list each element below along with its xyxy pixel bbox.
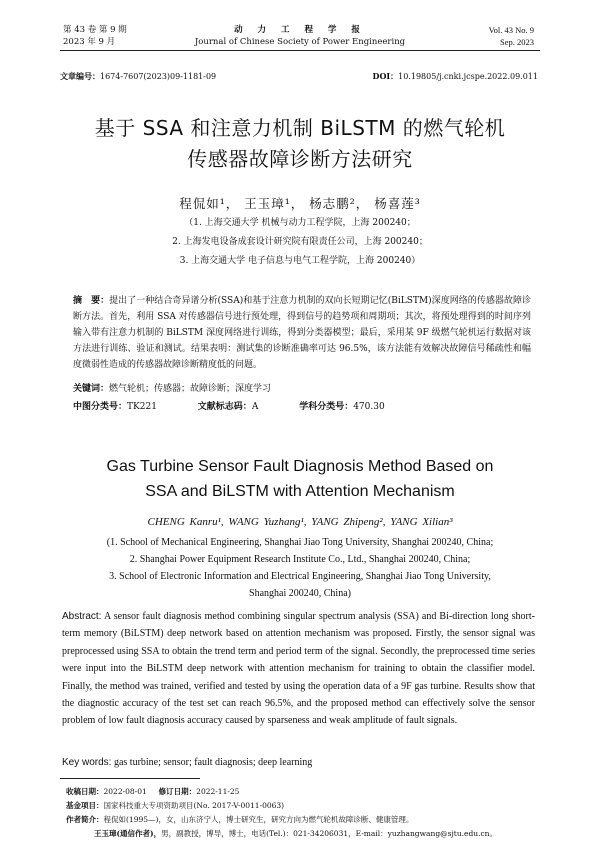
article-id-label: 文章编号： bbox=[60, 71, 100, 81]
authors-zh: 程侃如¹， 王玉璋¹， 杨志鹏²， 杨喜莲³ bbox=[179, 196, 421, 211]
bio-value: 程侃如(1995—)，女，山东济宁人，博士研究生，研究方向为燃气轮机故障诊断、健康管理。 bbox=[103, 815, 414, 824]
title-zh bbox=[60, 113, 540, 175]
affiliation-zh-1: （1. 上海交通大学 机械与动力工程学院，上海 200240； bbox=[184, 218, 416, 228]
affiliation-zh-2: 2. 上海发电设备成套设计研究院有限责任公司，上海 200240； bbox=[172, 237, 428, 247]
journal-name-en: Journal of Chinese Society of Power Engineering bbox=[194, 37, 406, 47]
keywords-zh-label: 关键词： bbox=[73, 384, 110, 394]
keywords-en-label: Key words: bbox=[62, 757, 112, 768]
subject-code-value: 470.30 bbox=[353, 402, 385, 412]
abstract-zh-text: 提出了一种结合奇异谱分析(SSA)和基于注意力机制的双向长短期记忆(BiLSTM)深度网络的传感器故障诊断方法。首先，利用 SSA 对传感器信号进行预处理，得到信号的趋势项和周期项；其次，将预处理得到的时间序列输入带有注意力机制的 BiLSTM 深度网络进行训练，得到分类器模型；最后，采用某 9F 级燃气轮机运行数据对该方法进行训练、验证和测试。结果表明：测试集的诊断准确率可达 96.5%，该方法能有效解决故障信号稀疏性和幅度微弱性造成的传感器故障诊断精度低的问题。 bbox=[73, 296, 531, 370]
header-volume-en: Vol. 43 No. 9 bbox=[488, 25, 534, 35]
clc-value: TK221 bbox=[127, 402, 157, 412]
footnote-divider bbox=[60, 778, 200, 779]
abstract-en bbox=[62, 608, 535, 730]
doi-label: DOI： bbox=[372, 71, 399, 81]
affiliation-en-1: (1. School of Mechanical Engineering, Shanghai Jiao Tong University, Shanghai 200240, China; bbox=[106, 537, 494, 548]
keywords-zh-text: 燃气轮机；传感器；故障诊断；深度学习 bbox=[109, 384, 272, 394]
title-zh-line-1: 基于 SSA 和注意力机制 BiLSTM 的燃气轮机 bbox=[94, 116, 506, 140]
affiliations-zh bbox=[60, 214, 540, 271]
footnote-dates bbox=[66, 785, 541, 799]
title-zh-line-2: 传感器故障诊断方法研究 bbox=[187, 147, 413, 171]
header-volume-info bbox=[63, 24, 127, 48]
received-label: 收稿日期： bbox=[66, 787, 104, 796]
corresponding-value: 男，副教授，博导，博士，电话(Tel.)：021-34206031，E-mail：yuzhangwang@sjtu.edu.cn。 bbox=[161, 829, 498, 838]
header-journal bbox=[170, 24, 430, 48]
abstract-zh bbox=[73, 293, 531, 373]
header-volume: 第 43 卷 第 9 期 bbox=[63, 25, 127, 35]
clc-number bbox=[73, 402, 157, 412]
article-id-value: 1674-7607(2023)09-1181-09 bbox=[100, 72, 217, 81]
header-date: 2023 年 9 月 bbox=[63, 37, 116, 47]
abstract-en-text: A sensor fault diagnosis method combining singular spectrum analysis (SSA) and Bi-direction long short-term memory (BiLSTM) deep network based on attention mechanism was proposed. Firstly, the sensor signal was preprocessed using SSA to obtain the trend term and period term of the signal. Secondly, the preprocessed time series were input into the BiLSTM deep network with attention mechanism for training to obtain the classifier model. Finally, the method was trained, verified and tested by using the operation data of a 9F gas turbine. Results show that the diagnostic accuracy of the test set can reach 96.5%, and the proposed method can effectively solve the sensor problem of low fault diagnosis accuracy caused by sparseness and weak amplitude of fault signals. bbox=[62, 611, 535, 727]
header-date-en: Sep. 2023 bbox=[500, 37, 534, 47]
bio-label: 作者简介： bbox=[66, 815, 104, 824]
keywords-zh bbox=[73, 381, 271, 394]
affiliation-en-3-cont: Shanghai 200240, China) bbox=[249, 588, 351, 599]
footnote bbox=[66, 785, 541, 841]
header-divider bbox=[60, 50, 540, 51]
keywords-en bbox=[62, 757, 312, 768]
footnote-fund bbox=[66, 799, 541, 813]
doc-code bbox=[198, 402, 259, 412]
abstract-en-label: Abstract: bbox=[62, 611, 102, 622]
affiliation-en-3: 3. School of Electronic Information and Electrical Engineering, Shanghai Jiao Tong University, bbox=[109, 571, 491, 582]
article-id bbox=[60, 71, 216, 82]
doc-code-value: A bbox=[251, 402, 259, 412]
article-doi bbox=[373, 71, 539, 82]
received-value: 2022-08-01 bbox=[103, 787, 147, 796]
header-volume-info-en bbox=[489, 24, 534, 48]
revised-value: 2022-11-25 bbox=[196, 787, 240, 796]
title-en-line-1: Gas Turbine Sensor Fault Diagnosis Method Based on bbox=[106, 458, 494, 475]
subject-code bbox=[299, 402, 385, 412]
footnote-bio bbox=[66, 813, 541, 827]
journal-name-zh: 动 力 工 程 学 报 bbox=[234, 25, 366, 35]
subject-code-label: 学科分类号： bbox=[299, 402, 354, 412]
abstract-zh-label: 摘 要： bbox=[73, 296, 110, 306]
clc-label: 中图分类号： bbox=[73, 402, 128, 412]
title-en-line-2: SSA and BiLSTM with Attention Mechanism bbox=[145, 483, 455, 500]
affiliation-zh-3: 3. 上海交通大学 电子信息与电气工程学院，上海 200240） bbox=[179, 256, 421, 266]
keywords-en-text: gas turbine; sensor; fault diagnosis; deep learning bbox=[113, 757, 313, 768]
revised-label: 修订日期： bbox=[158, 787, 197, 796]
affiliation-en-2: 2. Shanghai Power Equipment Research Institute Co., Ltd., Shanghai 200240, China; bbox=[129, 554, 471, 565]
doi-value: 10.19805/j.cnki.jcspe.2022.09.011 bbox=[398, 72, 538, 81]
classification-zh bbox=[73, 399, 421, 412]
corresponding-label: 王玉璋(通信作者)， bbox=[94, 829, 162, 838]
affiliations-en bbox=[60, 534, 540, 602]
doc-code-label: 文献标志码： bbox=[197, 402, 252, 412]
footnote-corresponding bbox=[66, 827, 541, 841]
title-en bbox=[60, 454, 540, 504]
authors-en: CHENG Kanru¹, WANG Yuzhang¹, YANG Zhipeng², YANG Xilian³ bbox=[147, 516, 453, 528]
fund-label: 基金项目： bbox=[66, 801, 104, 810]
fund-value: 国家科技重大专项资助项目(No. 2017-V-0011-0063) bbox=[103, 801, 285, 810]
